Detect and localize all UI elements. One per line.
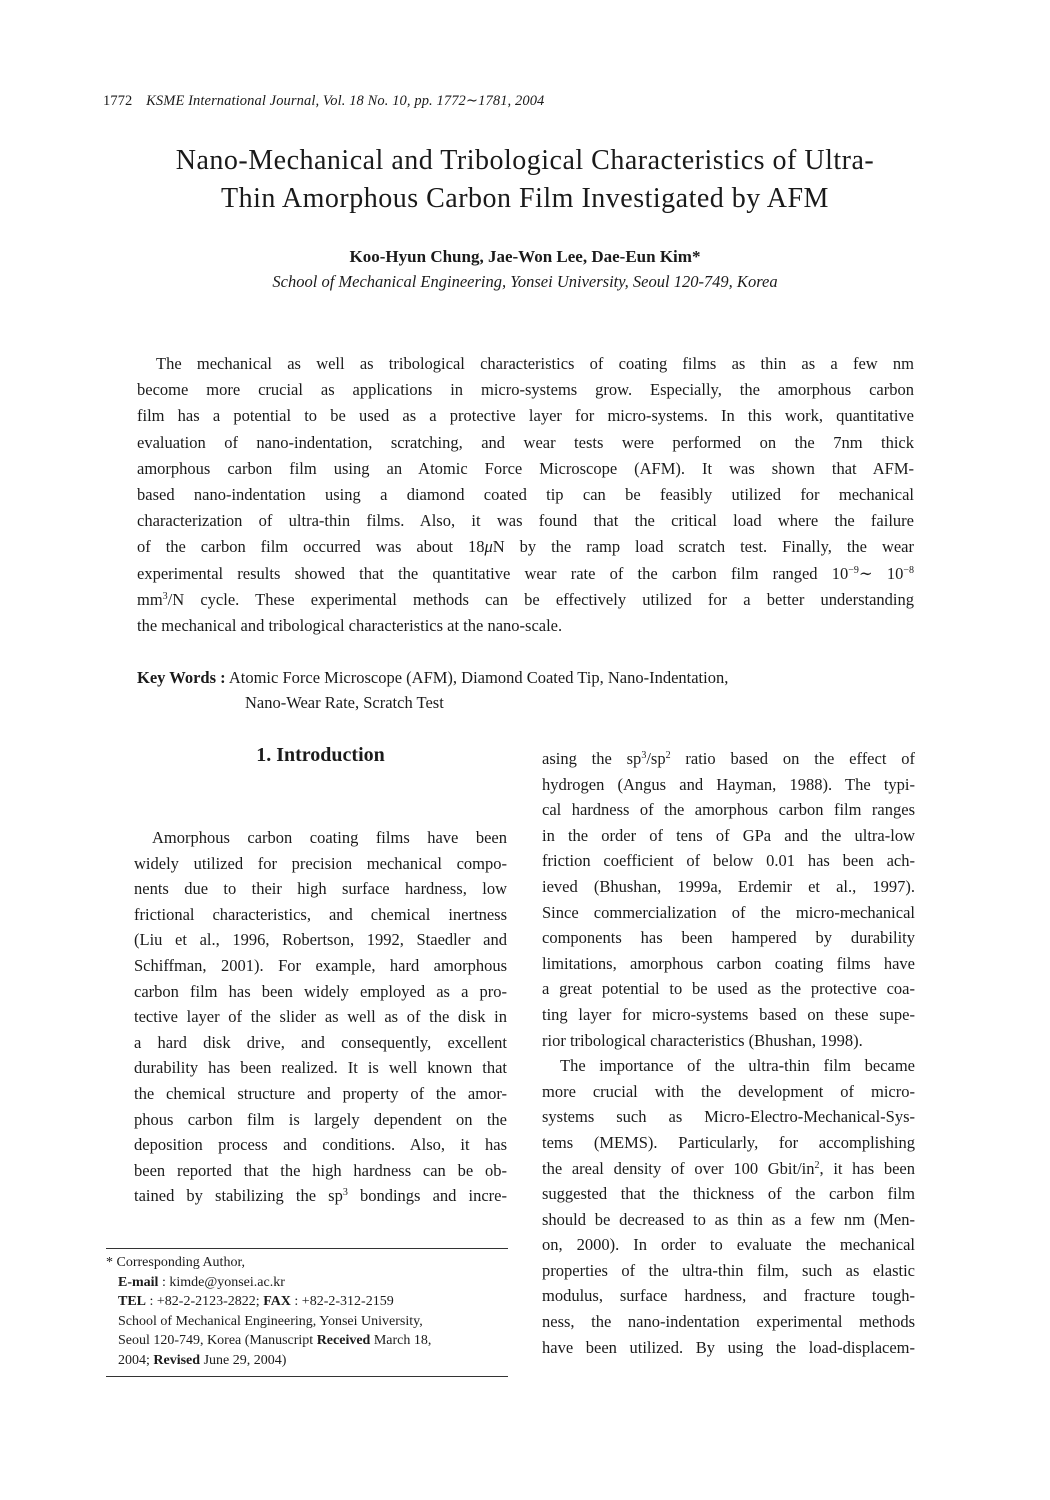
body-text: tained by stabilizing the sp <box>134 1186 343 1206</box>
body-line: the chemical structure and property of the amor- <box>134 1083 507 1103</box>
body-line: components has been hampered by durability <box>542 928 915 948</box>
body-line: Schiffman, 2001). For example, hard amorphous <box>134 955 507 975</box>
revised-label: Revised <box>153 1352 201 1368</box>
received-label: Received <box>316 1333 371 1348</box>
superscript: 3 <box>342 1187 348 1199</box>
abstract-text: experimental results showed that the quantitative wear rate of the carbon film ranged 10 <box>137 563 849 583</box>
mu-symbol: μ <box>484 537 493 557</box>
superscript: 3 <box>162 590 168 602</box>
body-line: carbon film has been widely employed as a pro- <box>134 981 507 1001</box>
abstract-text: ∼ 10 <box>858 563 904 583</box>
abstract-line: evaluation of nano-indentation, scratching, and wear tests were performed on the 7nm thick <box>137 432 914 452</box>
footnote-line <box>106 1273 508 1293</box>
authors: Koo-Hyun Chung, Jae-Won Lee, Dae-Eun Kim* <box>349 247 701 266</box>
body-line: on, 2000). In order to evaluate the mechanical <box>542 1235 915 1255</box>
body-line: Since commercialization of the micro-mechanical <box>542 902 915 922</box>
body-line: properties of the ultra-thin film, such as elastic <box>542 1260 915 1280</box>
body-line: hydrogen (Angus and Hayman, 1988). The typi- <box>542 774 915 794</box>
page-number: 1772 <box>103 93 133 109</box>
body-line: more crucial with the development of micro- <box>542 1081 915 1101</box>
abstract-line: based nano-indentation using a diamond coated tip can be feasibly utilized for mechanical <box>137 484 914 504</box>
fax-label: FAX <box>263 1294 291 1309</box>
body-line: widely utilized for precision mechanical compo- <box>134 853 507 873</box>
abstract-line: film has a potential to be used as a protective layer for micro-systems. In this work, quantitative <box>137 406 914 426</box>
body-text: asing the sp <box>542 749 642 768</box>
body-line: cal hardness of the amorphous carbon film ranges <box>542 800 915 820</box>
email-value: : kimde@yonsei.ac.kr <box>158 1274 285 1290</box>
body-line <box>134 1183 507 1209</box>
abstract-line <box>137 587 914 613</box>
title-line-1: Nano-Mechanical and Tribological Characteristics of Ultra- <box>175 145 875 176</box>
body-line: durability has been realized. It is well known that <box>134 1058 507 1078</box>
abstract-line: characterization of ultra-thin films. Also, it was found that the critical load where the failure <box>137 511 914 531</box>
superscript: 2 <box>665 750 671 761</box>
body-line: limitations, amorphous carbon coating films have <box>542 953 915 973</box>
body-text: the areal density of over 100 Gbit/in <box>542 1158 815 1178</box>
tel-value: : +82-2-2123-2822; <box>146 1294 264 1309</box>
body-line: a hard disk drive, and consequently, excellent <box>134 1032 507 1052</box>
body-line: a great potential to be used as the protective coa- <box>542 979 915 999</box>
footnote <box>106 1253 508 1370</box>
body-line: tems (MEMS). Particularly, for accomplishing <box>542 1132 915 1152</box>
footnote-line: * Corresponding Author, <box>106 1255 246 1270</box>
abstract-line <box>137 561 914 587</box>
body-text: , it has been <box>819 1158 916 1178</box>
footnote-line <box>106 1351 508 1371</box>
body-text: bondings and incre- <box>347 1186 507 1206</box>
footnote-text: June 29, 2004) <box>200 1352 287 1368</box>
email-label: E-mail <box>118 1274 159 1290</box>
body-line: rior tribological characteristics (Bhushan, 1998). <box>542 1030 863 1050</box>
tel-label: TEL <box>118 1294 147 1309</box>
left-column <box>134 825 507 1209</box>
abstract-text: /N cycle. These experimental methods can be effectively utilized for a better understanding <box>167 589 914 609</box>
abstract-text: mm <box>137 589 163 609</box>
body-line: suggested that the thickness of the carbon film <box>542 1184 915 1204</box>
body-line: systems such as Micro-Electro-Mechanical-Sys- <box>542 1107 915 1127</box>
abstract-line <box>137 534 914 560</box>
right-column <box>542 746 915 1360</box>
body-line: ting layer for micro-systems based on these supe- <box>542 1004 915 1024</box>
body-line: nents due to their high surface hardness, low <box>134 879 507 899</box>
body-line: phous carbon film is largely dependent on the <box>134 1109 507 1129</box>
footnote-line <box>106 1292 508 1312</box>
title-line-2: Thin Amorphous Carbon Film Investigated by AFM <box>221 183 829 214</box>
body-line <box>542 1156 915 1182</box>
body-text: /sp <box>646 749 666 768</box>
body-line: deposition process and conditions. Also, it has <box>134 1135 507 1155</box>
abstract-line: the mechanical and tribological characteristics at the nano-scale. <box>137 615 563 635</box>
fax-value: : +82-2-312-2159 <box>290 1294 394 1309</box>
abstract-line: amorphous carbon film using an Atomic Force Microscope (AFM). It was shown that AFM- <box>137 458 914 478</box>
footnote-divider <box>106 1248 508 1249</box>
abstract-text: of the carbon film occurred was about 18 <box>137 537 485 557</box>
abstract-line: The mechanical as well as tribological characteristics of coating films as thin as a few nm <box>156 354 914 373</box>
paper-title <box>100 142 950 218</box>
body-line: The importance of the ultra-thin film became <box>560 1056 915 1076</box>
footnote-text: Seoul 120-749, Korea (Manuscript <box>118 1333 317 1348</box>
abstract-text: N by the ramp load scratch test. Finally, the wear <box>492 537 914 557</box>
body-line: in the order of tens of GPa and the ultra-low <box>542 825 915 845</box>
footnote-text: March 18, <box>370 1333 432 1348</box>
section-heading: 1. Introduction <box>256 744 385 766</box>
body-line: (Liu et al., 1996, Robertson, 1992, Staedler and <box>134 930 507 950</box>
body-line: Amorphous carbon coating films have been <box>152 828 507 847</box>
body-line: tective layer of the slider as well as of the disk in <box>134 1007 507 1027</box>
keywords-label: Key Words : <box>137 668 226 687</box>
body-text: ratio based on the effect of <box>670 749 915 768</box>
affiliation: School of Mechanical Engineering, Yonsei University, Seoul 120-749, Korea <box>272 272 778 291</box>
keywords-line-1: Atomic Force Microscope (AFM), Diamond Coated Tip, Nano-Indentation, <box>228 668 729 687</box>
footnote-line: School of Mechanical Engineering, Yonsei University, <box>118 1313 423 1329</box>
body-line: friction coefficient of below 0.01 has been ach- <box>542 851 915 871</box>
superscript: 2 <box>814 1159 820 1171</box>
running-header <box>103 93 544 110</box>
superscript: −9 <box>848 564 859 576</box>
body-line: modulus, surface hardness, and fracture tough- <box>542 1286 915 1306</box>
body-line <box>542 746 915 772</box>
footnote-text: 2004; <box>118 1352 154 1368</box>
keywords <box>137 665 914 715</box>
footnote-line <box>106 1331 508 1351</box>
body-line: should be decreased to as thin as a few nm (Men- <box>542 1209 915 1229</box>
superscript: 3 <box>641 750 647 761</box>
superscript: −8 <box>903 564 915 576</box>
body-line: ness, the nano-indentation experimental methods <box>542 1312 915 1332</box>
body-line: frictional characteristics, and chemical inertness <box>134 904 507 924</box>
journal-citation: KSME International Journal, Vol. 18 No. 10, pp. 1772∼1781, 2004 <box>146 93 545 109</box>
body-line: have been utilized. By using the load-displacem- <box>542 1337 915 1357</box>
abstract <box>137 351 914 639</box>
body-line: ieved (Bhushan, 1999a, Erdemir et al., 1997). <box>542 876 915 896</box>
keywords-line-2: Nano-Wear Rate, Scratch Test <box>245 693 444 712</box>
body-line: been reported that the high hardness can be ob- <box>134 1160 507 1180</box>
footnote-bottom-rule <box>106 1376 508 1377</box>
abstract-line: become more crucial as applications in micro-systems grow. Especially, the amorphous carbon <box>137 380 914 400</box>
